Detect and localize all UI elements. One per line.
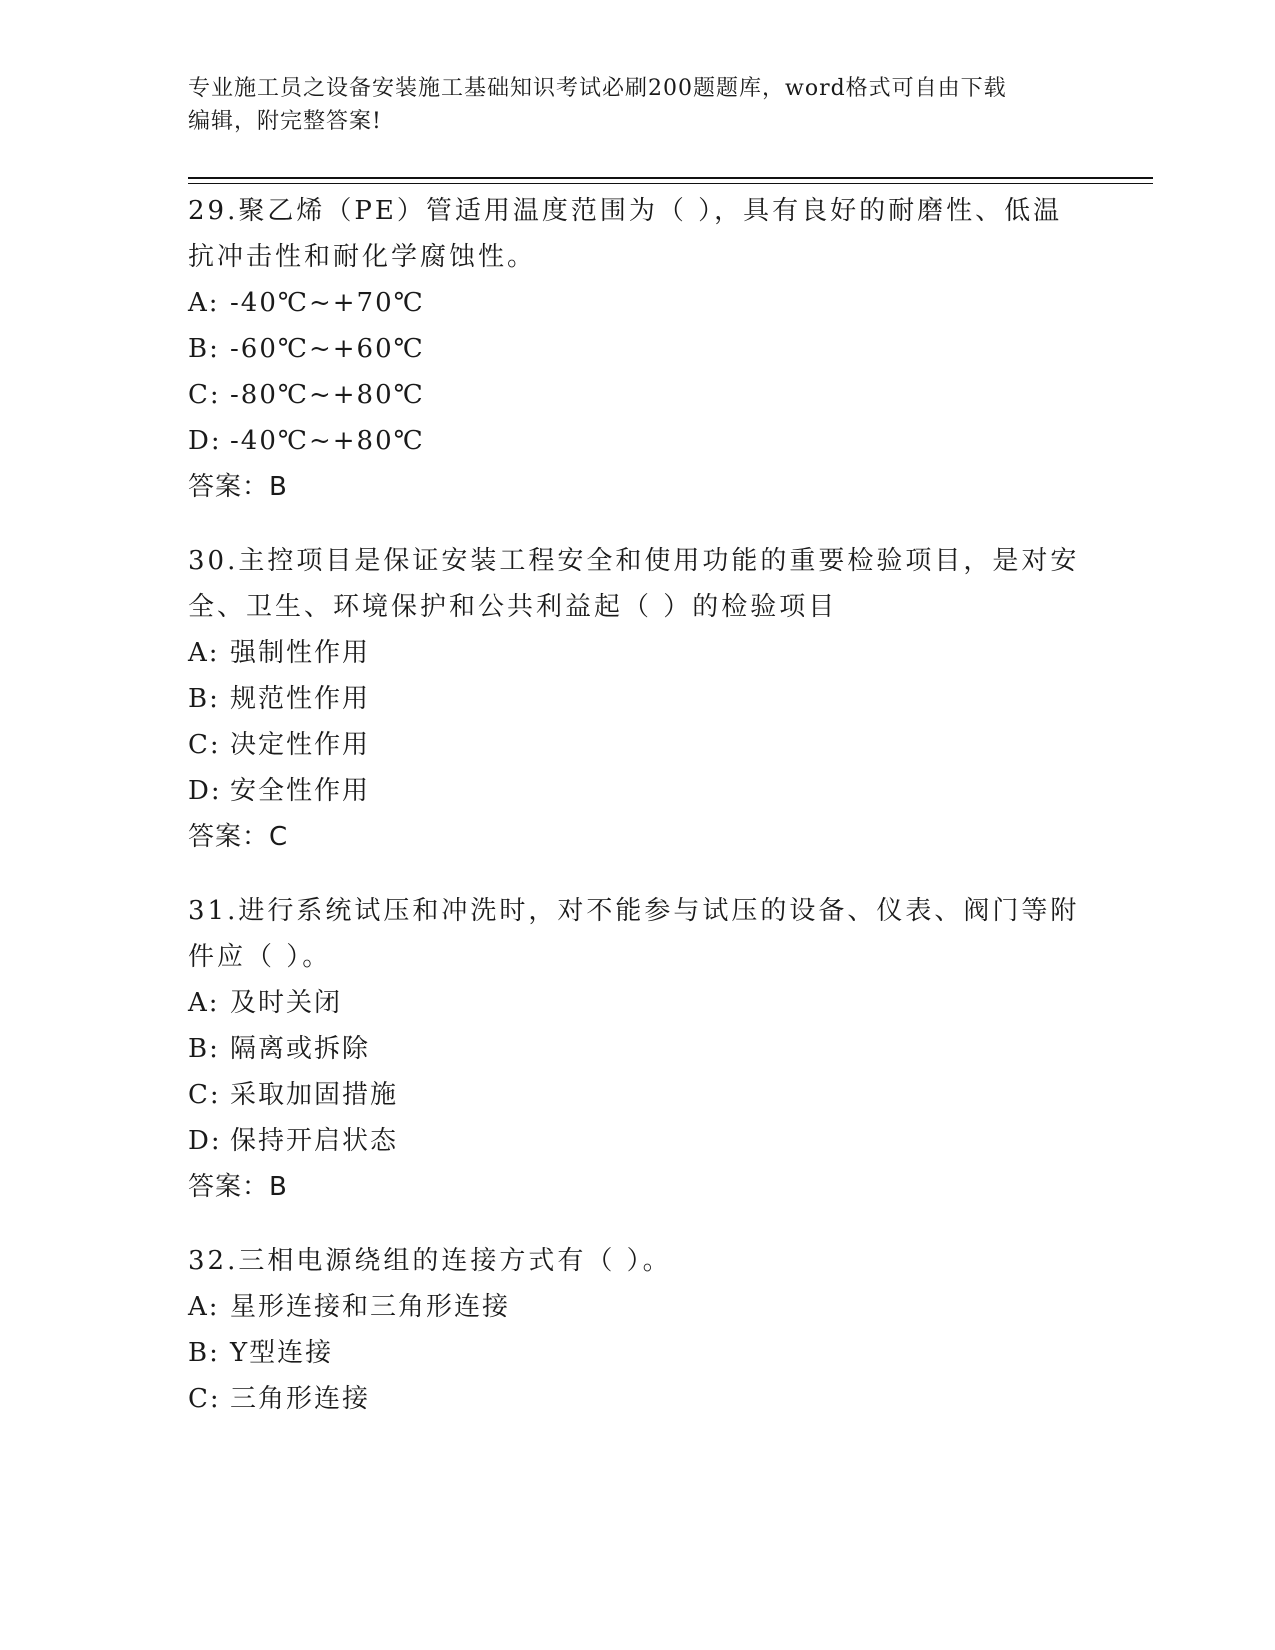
question-stem-line-2: 全、卫生、环境保护和公共利益起（ ）的检验项目 — [188, 592, 838, 622]
option-d — [188, 768, 1088, 814]
option-a — [188, 980, 1088, 1026]
option-key: A: — [188, 988, 220, 1018]
option-text: -40℃~+80℃ — [230, 426, 425, 456]
option-c — [188, 1072, 1088, 1118]
option-d — [188, 418, 1088, 464]
option-c — [188, 1376, 1088, 1422]
question-30 — [188, 538, 1088, 860]
question-stem — [188, 538, 1088, 630]
question-stem-line-2: 抗冲击性和耐化学腐蚀性。 — [188, 242, 537, 272]
option-c — [188, 722, 1088, 768]
answer-line: 答案：B — [188, 472, 288, 502]
option-key: B: — [188, 684, 220, 714]
option-text: 星形连接和三角形连接 — [230, 1292, 511, 1322]
option-text: -40℃~+70℃ — [230, 288, 425, 318]
option-a — [188, 630, 1088, 676]
option-a — [188, 1284, 1088, 1330]
option-b — [188, 1026, 1088, 1072]
option-b — [188, 1330, 1088, 1376]
option-key: B: — [188, 334, 220, 364]
option-text: -80℃~+80℃ — [230, 380, 425, 410]
question-29 — [188, 188, 1088, 510]
question-stem-line-1: 32.三相电源绕组的连接方式有（ ）。 — [188, 1246, 672, 1276]
option-key: C: — [188, 730, 221, 760]
header-line-2: 编辑，附完整答案! — [188, 109, 382, 134]
question-stem — [188, 1238, 1088, 1284]
option-text: 规范性作用 — [230, 684, 371, 714]
option-b — [188, 326, 1088, 372]
header-line-1: 专业施工员之设备安装施工基础知识考试必刷200题题库，word格式可自由下载 — [188, 76, 1007, 101]
option-text: 安全性作用 — [230, 776, 371, 806]
option-key: B: — [188, 1338, 220, 1368]
option-text: 采取加固措施 — [230, 1080, 399, 1110]
option-text: -60℃~+60℃ — [230, 334, 425, 364]
option-key: B: — [188, 1034, 220, 1064]
option-key: A: — [188, 1292, 220, 1322]
option-key: A: — [188, 288, 220, 318]
header-divider-thick — [188, 177, 1153, 179]
option-text: 隔离或拆除 — [230, 1034, 371, 1064]
option-key: C: — [188, 1080, 221, 1110]
option-b — [188, 676, 1088, 722]
option-a — [188, 280, 1088, 326]
option-d — [188, 1118, 1088, 1164]
question-stem-line-1: 29.聚乙烯（PE）管适用温度范围为（ ），具有良好的耐磨性、低温 — [188, 196, 1063, 226]
question-list — [188, 188, 1088, 1450]
option-text: 保持开启状态 — [230, 1126, 399, 1156]
option-text: 三角形连接 — [230, 1384, 371, 1414]
question-32 — [188, 1238, 1088, 1422]
header-divider-thin — [188, 183, 1153, 184]
option-key: C: — [188, 380, 221, 410]
option-text: Y型连接 — [230, 1338, 334, 1368]
option-key: D: — [188, 776, 222, 806]
option-key: C: — [188, 1384, 221, 1414]
question-stem — [188, 188, 1088, 280]
answer-line: 答案：B — [188, 1172, 288, 1202]
option-text: 强制性作用 — [230, 638, 371, 668]
question-31 — [188, 888, 1088, 1210]
option-text: 及时关闭 — [230, 988, 343, 1018]
question-stem — [188, 888, 1088, 980]
option-key: D: — [188, 1126, 222, 1156]
document-header — [188, 72, 1068, 138]
option-text: 决定性作用 — [230, 730, 371, 760]
answer-line: 答案：C — [188, 822, 289, 852]
option-key: D: — [188, 426, 222, 456]
question-stem-line-2: 件应（ ）。 — [188, 942, 332, 972]
question-stem-line-1: 30.主控项目是保证安装工程安全和使用功能的重要检验项目，是对安 — [188, 546, 1080, 576]
question-stem-line-1: 31.进行系统试压和冲洗时，对不能参与试压的设备、仪表、阀门等附 — [188, 896, 1080, 926]
option-c — [188, 372, 1088, 418]
option-key: A: — [188, 638, 220, 668]
